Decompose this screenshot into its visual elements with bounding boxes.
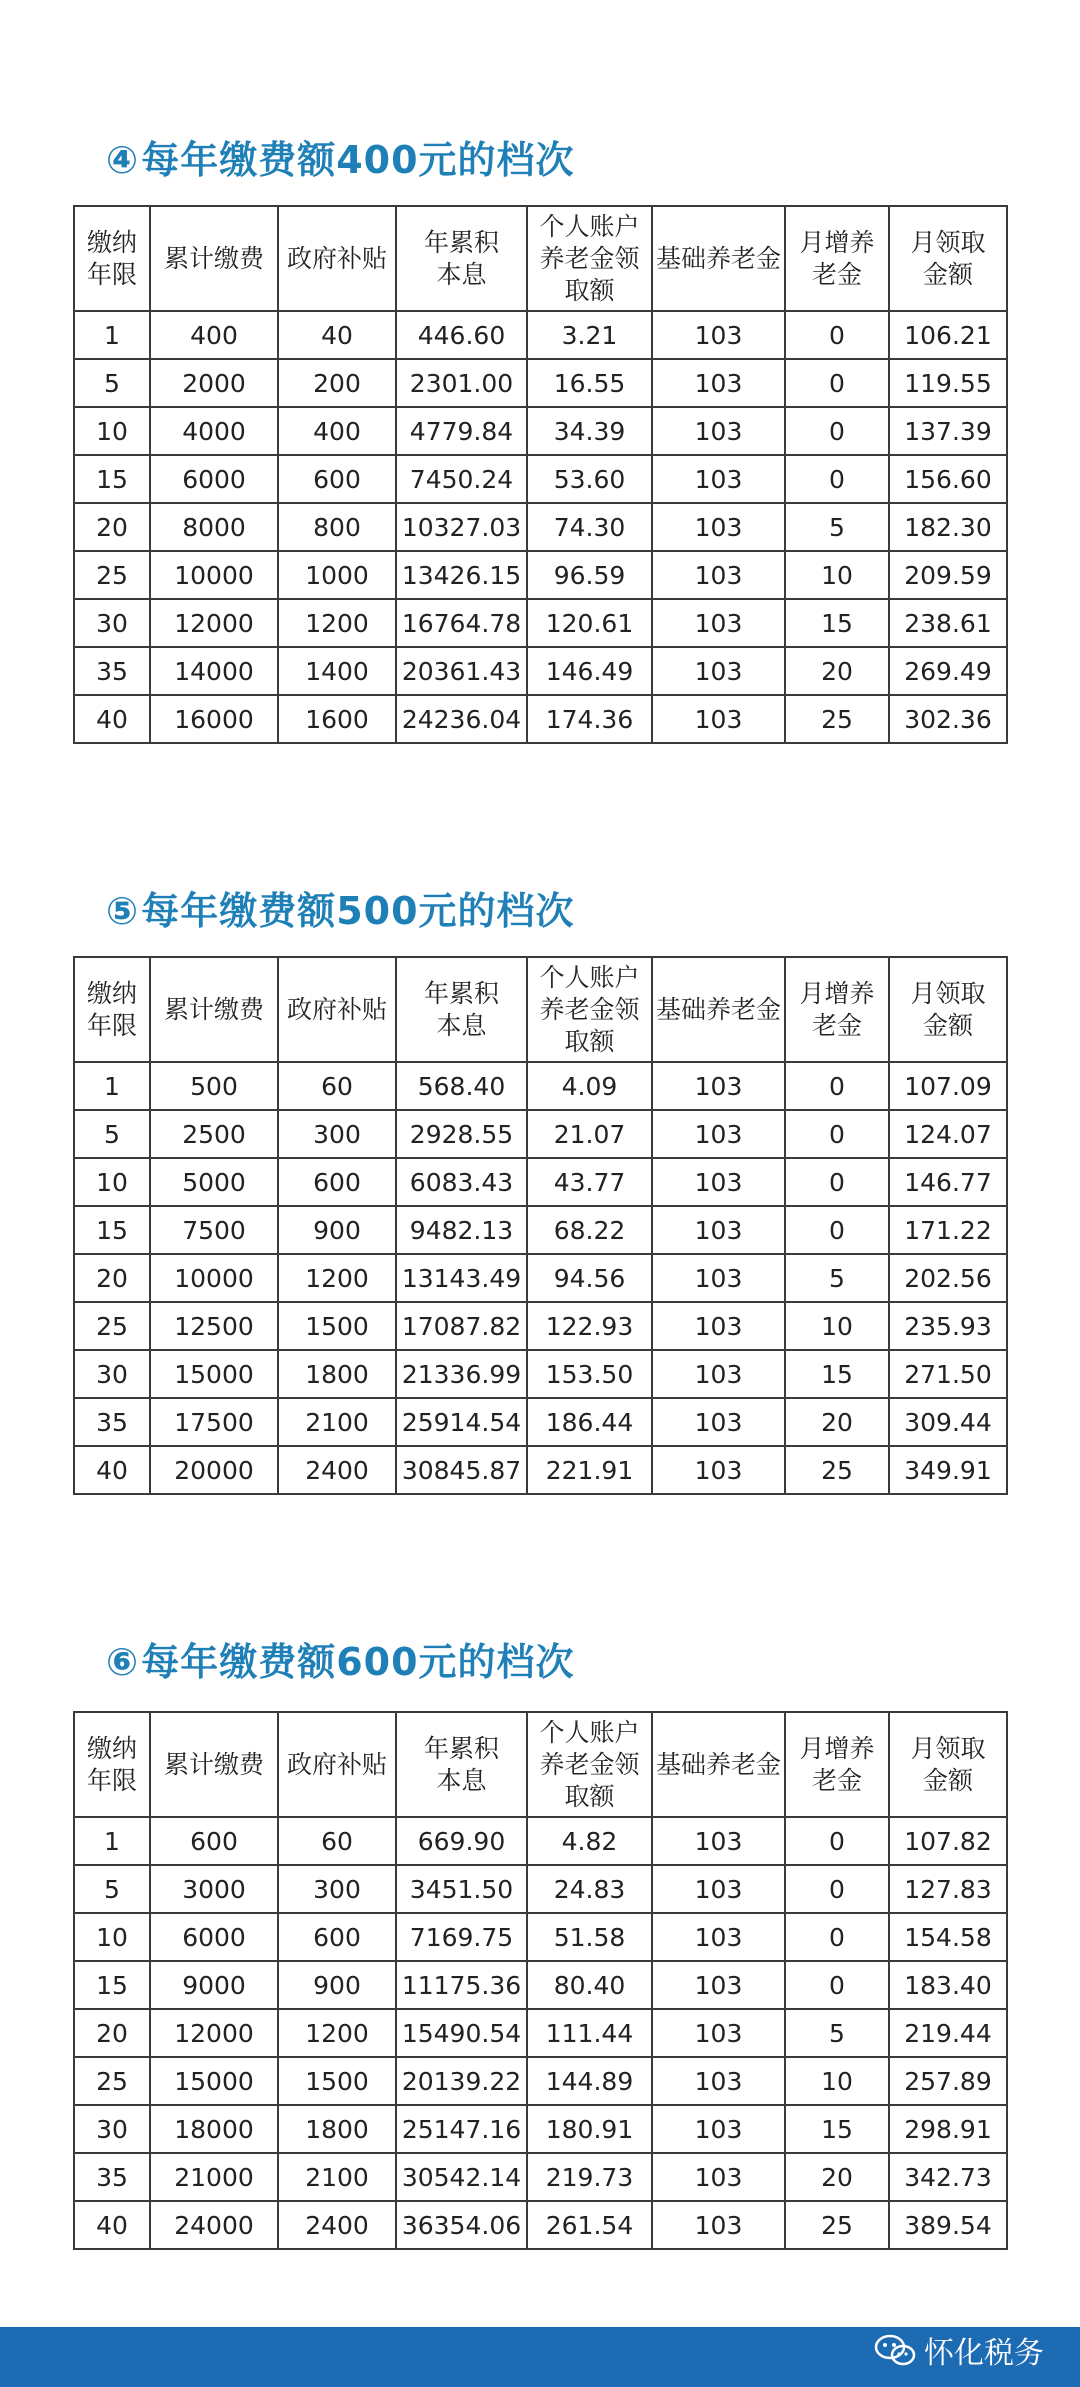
table-cell: 25 xyxy=(785,1446,889,1494)
table-cell: 25 xyxy=(74,1302,150,1350)
table-cell: 103 xyxy=(652,1446,785,1494)
table-cell: 103 xyxy=(652,503,785,551)
table-row xyxy=(74,1110,1007,1158)
table-cell: 9000 xyxy=(150,1961,278,2009)
table-cell: 15000 xyxy=(150,1350,278,1398)
table-cell: 600 xyxy=(150,1817,278,1865)
table-cell: 10 xyxy=(74,1913,150,1961)
table-cell: 35 xyxy=(74,1398,150,1446)
table-cell: 800 xyxy=(278,503,396,551)
table-cell: 0 xyxy=(785,455,889,503)
table-cell: 15000 xyxy=(150,2057,278,2105)
table-cell: 103 xyxy=(652,1350,785,1398)
table-cell: 36354.06 xyxy=(396,2201,527,2249)
section-title xyxy=(106,1632,575,1692)
table-cell: 153.50 xyxy=(527,1350,652,1398)
table-cell: 103 xyxy=(652,2105,785,2153)
table-cell: 103 xyxy=(652,1817,785,1865)
table-cell: 171.22 xyxy=(889,1206,1007,1254)
table-cell: 182.30 xyxy=(889,503,1007,551)
table-cell: 53.60 xyxy=(527,455,652,503)
table-cell: 137.39 xyxy=(889,407,1007,455)
table-cell: 298.91 xyxy=(889,2105,1007,2153)
table-cell: 146.77 xyxy=(889,1158,1007,1206)
table-cell: 0 xyxy=(785,1865,889,1913)
pension-table xyxy=(73,956,1008,1495)
table-cell: 17087.82 xyxy=(396,1302,527,1350)
table-cell: 10 xyxy=(785,2057,889,2105)
table-cell: 2500 xyxy=(150,1110,278,1158)
table-cell: 20 xyxy=(74,2009,150,2057)
table-cell: 4.09 xyxy=(527,1062,652,1110)
table-cell: 40 xyxy=(74,2201,150,2249)
table-cell: 2400 xyxy=(278,1446,396,1494)
table-cell: 103 xyxy=(652,2057,785,2105)
column-header: 年累积 本息 xyxy=(396,957,527,1062)
table-row xyxy=(74,1446,1007,1494)
table-cell: 1200 xyxy=(278,599,396,647)
table-cell: 24.83 xyxy=(527,1865,652,1913)
table-cell: 5 xyxy=(785,2009,889,2057)
table-cell: 127.83 xyxy=(889,1865,1007,1913)
table-cell: 103 xyxy=(652,647,785,695)
table-cell: 80.40 xyxy=(527,1961,652,2009)
table-cell: 103 xyxy=(652,1158,785,1206)
table-cell: 103 xyxy=(652,2201,785,2249)
table-header-row xyxy=(74,957,1007,1062)
table-cell: 10 xyxy=(74,407,150,455)
column-header: 政府补贴 xyxy=(278,1712,396,1817)
table-cell: 389.54 xyxy=(889,2201,1007,2249)
table-cell: 25 xyxy=(785,695,889,743)
table-cell: 20 xyxy=(74,1254,150,1302)
table-row xyxy=(74,311,1007,359)
column-header: 月领取 金额 xyxy=(889,1712,1007,1817)
table-cell: 144.89 xyxy=(527,2057,652,2105)
table-cell: 15 xyxy=(785,2105,889,2153)
table-row xyxy=(74,455,1007,503)
table-cell: 261.54 xyxy=(527,2201,652,2249)
table-cell: 17500 xyxy=(150,1398,278,1446)
column-header: 月增养 老金 xyxy=(785,206,889,311)
table-cell: 4779.84 xyxy=(396,407,527,455)
column-header: 累计缴费 xyxy=(150,1712,278,1817)
table-cell: 21000 xyxy=(150,2153,278,2201)
table-cell: 3451.50 xyxy=(396,1865,527,1913)
table-cell: 5 xyxy=(74,1865,150,1913)
table-cell: 600 xyxy=(278,1158,396,1206)
table-cell: 500 xyxy=(150,1062,278,1110)
section-number: ⑤ xyxy=(106,889,140,933)
table-cell: 1 xyxy=(74,311,150,359)
table-cell: 0 xyxy=(785,1817,889,1865)
table-cell: 300 xyxy=(278,1865,396,1913)
table-cell: 103 xyxy=(652,1254,785,1302)
table-cell: 11175.36 xyxy=(396,1961,527,2009)
table-row xyxy=(74,407,1007,455)
table-cell: 25914.54 xyxy=(396,1398,527,1446)
table-row xyxy=(74,551,1007,599)
table-cell: 186.44 xyxy=(527,1398,652,1446)
table-cell: 1800 xyxy=(278,1350,396,1398)
table-cell: 8000 xyxy=(150,503,278,551)
table-row xyxy=(74,359,1007,407)
table-cell: 174.36 xyxy=(527,695,652,743)
table-cell: 6000 xyxy=(150,1913,278,1961)
table-cell: 900 xyxy=(278,1206,396,1254)
table-cell: 20000 xyxy=(150,1446,278,1494)
table-cell: 12000 xyxy=(150,2009,278,2057)
table-cell: 40 xyxy=(74,1446,150,1494)
column-header: 累计缴费 xyxy=(150,957,278,1062)
table-cell: 103 xyxy=(652,1062,785,1110)
table-cell: 1200 xyxy=(278,1254,396,1302)
section-number: ⑥ xyxy=(106,1640,140,1684)
table-cell: 342.73 xyxy=(889,2153,1007,2201)
table-cell: 15 xyxy=(74,455,150,503)
watermark xyxy=(874,2328,1044,2372)
table-cell: 124.07 xyxy=(889,1110,1007,1158)
section-title-text: 每年缴费额400元的档次 xyxy=(141,138,575,182)
table-cell: 30 xyxy=(74,2105,150,2153)
section-title xyxy=(106,881,575,941)
table-cell: 68.22 xyxy=(527,1206,652,1254)
table-cell: 1500 xyxy=(278,1302,396,1350)
table-row xyxy=(74,2201,1007,2249)
table-cell: 235.93 xyxy=(889,1302,1007,1350)
table-row xyxy=(74,503,1007,551)
table-cell: 30845.87 xyxy=(396,1446,527,1494)
table-cell: 568.40 xyxy=(396,1062,527,1110)
table-cell: 30542.14 xyxy=(396,2153,527,2201)
table-cell: 60 xyxy=(278,1817,396,1865)
column-header: 基础养老金 xyxy=(652,1712,785,1817)
table-cell: 2301.00 xyxy=(396,359,527,407)
table-row xyxy=(74,1961,1007,2009)
table-row xyxy=(74,1398,1007,1446)
table-cell: 21.07 xyxy=(527,1110,652,1158)
table-cell: 103 xyxy=(652,1865,785,1913)
table-cell: 221.91 xyxy=(527,1446,652,1494)
table-cell: 1 xyxy=(74,1817,150,1865)
table-cell: 35 xyxy=(74,647,150,695)
table-row xyxy=(74,2153,1007,2201)
table-row xyxy=(74,1254,1007,1302)
table-cell: 16000 xyxy=(150,695,278,743)
table-cell: 0 xyxy=(785,1913,889,1961)
table-cell: 400 xyxy=(278,407,396,455)
column-header: 政府补贴 xyxy=(278,206,396,311)
table-header-row xyxy=(74,1712,1007,1817)
table-cell: 200 xyxy=(278,359,396,407)
table-cell: 18000 xyxy=(150,2105,278,2153)
table-cell: 30 xyxy=(74,599,150,647)
table-cell: 103 xyxy=(652,599,785,647)
table-cell: 257.89 xyxy=(889,2057,1007,2105)
table-cell: 20 xyxy=(785,647,889,695)
table-cell: 1500 xyxy=(278,2057,396,2105)
table-cell: 14000 xyxy=(150,647,278,695)
column-header: 基础养老金 xyxy=(652,957,785,1062)
table-cell: 103 xyxy=(652,551,785,599)
table-cell: 0 xyxy=(785,1206,889,1254)
table-cell: 15 xyxy=(785,599,889,647)
table-cell: 156.60 xyxy=(889,455,1007,503)
table-body xyxy=(74,1062,1007,1494)
table-row xyxy=(74,647,1007,695)
table-cell: 1400 xyxy=(278,647,396,695)
table-cell: 900 xyxy=(278,1961,396,2009)
pension-table xyxy=(73,1711,1008,2250)
table-row xyxy=(74,1062,1007,1110)
column-header: 累计缴费 xyxy=(150,206,278,311)
column-header: 年累积 本息 xyxy=(396,206,527,311)
wechat-icon xyxy=(874,2333,916,2367)
section-title xyxy=(106,130,575,190)
table-cell: 16764.78 xyxy=(396,599,527,647)
table-cell: 20139.22 xyxy=(396,2057,527,2105)
table-cell: 103 xyxy=(652,455,785,503)
table-cell: 7169.75 xyxy=(396,1913,527,1961)
table-cell: 300 xyxy=(278,1110,396,1158)
table-cell: 103 xyxy=(652,2009,785,2057)
table-cell: 16.55 xyxy=(527,359,652,407)
table-cell: 5 xyxy=(74,359,150,407)
table-cell: 269.49 xyxy=(889,647,1007,695)
table-cell: 15 xyxy=(785,1350,889,1398)
table-body xyxy=(74,1817,1007,2249)
table-cell: 4000 xyxy=(150,407,278,455)
table-cell: 24000 xyxy=(150,2201,278,2249)
table-cell: 5 xyxy=(785,1254,889,1302)
table-cell: 94.56 xyxy=(527,1254,652,1302)
table-cell: 24236.04 xyxy=(396,695,527,743)
table-cell: 6000 xyxy=(150,455,278,503)
table-cell: 238.61 xyxy=(889,599,1007,647)
table-cell: 13426.15 xyxy=(396,551,527,599)
table-cell: 219.73 xyxy=(527,2153,652,2201)
table-cell: 25 xyxy=(785,2201,889,2249)
table-cell: 7450.24 xyxy=(396,455,527,503)
table-cell: 51.58 xyxy=(527,1913,652,1961)
table-cell: 5 xyxy=(785,503,889,551)
section-number: ④ xyxy=(106,138,140,182)
table-cell: 119.55 xyxy=(889,359,1007,407)
table-cell: 103 xyxy=(652,1961,785,2009)
table-cell: 0 xyxy=(785,407,889,455)
column-header: 个人账户 养老金领 取额 xyxy=(527,206,652,311)
table-cell: 21336.99 xyxy=(396,1350,527,1398)
table-cell: 0 xyxy=(785,1062,889,1110)
table-cell: 103 xyxy=(652,407,785,455)
table-cell: 96.59 xyxy=(527,551,652,599)
table-cell: 271.50 xyxy=(889,1350,1007,1398)
column-header: 政府补贴 xyxy=(278,957,396,1062)
table-cell: 103 xyxy=(652,1206,785,1254)
table-cell: 3.21 xyxy=(527,311,652,359)
table-cell: 0 xyxy=(785,359,889,407)
table-cell: 0 xyxy=(785,1961,889,2009)
table-cell: 12500 xyxy=(150,1302,278,1350)
table-row xyxy=(74,1206,1007,1254)
table-cell: 34.39 xyxy=(527,407,652,455)
table-cell: 20 xyxy=(74,503,150,551)
table-row xyxy=(74,2009,1007,2057)
table-cell: 6083.43 xyxy=(396,1158,527,1206)
table-cell: 219.44 xyxy=(889,2009,1007,2057)
table-cell: 106.21 xyxy=(889,311,1007,359)
table-cell: 2400 xyxy=(278,2201,396,2249)
table-cell: 2100 xyxy=(278,1398,396,1446)
table-cell: 2100 xyxy=(278,2153,396,2201)
pension-table xyxy=(73,205,1008,744)
table-cell: 10 xyxy=(785,551,889,599)
column-header: 缴纳 年限 xyxy=(74,1712,150,1817)
table-cell: 103 xyxy=(652,695,785,743)
table-cell: 13143.49 xyxy=(396,1254,527,1302)
table-cell: 15 xyxy=(74,1206,150,1254)
table-cell: 15 xyxy=(74,1961,150,2009)
column-header: 个人账户 养老金领 取额 xyxy=(527,957,652,1062)
table-cell: 4.82 xyxy=(527,1817,652,1865)
table-cell: 302.36 xyxy=(889,695,1007,743)
table-cell: 103 xyxy=(652,1110,785,1158)
table-row xyxy=(74,2105,1007,2153)
table-cell: 446.60 xyxy=(396,311,527,359)
column-header: 月增养 老金 xyxy=(785,1712,889,1817)
table-cell: 202.56 xyxy=(889,1254,1007,1302)
table-cell: 12000 xyxy=(150,599,278,647)
table-row xyxy=(74,599,1007,647)
table-cell: 0 xyxy=(785,1110,889,1158)
table-cell: 2928.55 xyxy=(396,1110,527,1158)
table-cell: 1600 xyxy=(278,695,396,743)
table-cell: 309.44 xyxy=(889,1398,1007,1446)
section-title-text: 每年缴费额500元的档次 xyxy=(141,889,575,933)
table-cell: 40 xyxy=(278,311,396,359)
table-cell: 35 xyxy=(74,2153,150,2201)
table-cell: 25 xyxy=(74,2057,150,2105)
table-cell: 107.82 xyxy=(889,1817,1007,1865)
column-header: 基础养老金 xyxy=(652,206,785,311)
table-cell: 1 xyxy=(74,1062,150,1110)
table-cell: 103 xyxy=(652,1398,785,1446)
column-header: 个人账户 养老金领 取额 xyxy=(527,1712,652,1817)
table-cell: 120.61 xyxy=(527,599,652,647)
table-cell: 600 xyxy=(278,455,396,503)
table-cell: 103 xyxy=(652,311,785,359)
table-cell: 103 xyxy=(652,359,785,407)
table-cell: 10 xyxy=(785,1302,889,1350)
table-row xyxy=(74,1158,1007,1206)
section-title-text: 每年缴费额600元的档次 xyxy=(141,1640,575,1684)
column-header: 缴纳 年限 xyxy=(74,206,150,311)
table-row xyxy=(74,1302,1007,1350)
table-cell: 20 xyxy=(785,2153,889,2201)
watermark-brand: 怀化税务 xyxy=(924,2336,1044,2371)
table-cell: 10000 xyxy=(150,551,278,599)
table-cell: 146.49 xyxy=(527,647,652,695)
table-cell: 7500 xyxy=(150,1206,278,1254)
table-row xyxy=(74,1865,1007,1913)
column-header: 缴纳 年限 xyxy=(74,957,150,1062)
table-cell: 1000 xyxy=(278,551,396,599)
table-cell: 40 xyxy=(74,695,150,743)
table-cell: 60 xyxy=(278,1062,396,1110)
table-row xyxy=(74,695,1007,743)
table-cell: 111.44 xyxy=(527,2009,652,2057)
table-cell: 180.91 xyxy=(527,2105,652,2153)
table-cell: 103 xyxy=(652,2153,785,2201)
table-header-row xyxy=(74,206,1007,311)
table-cell: 600 xyxy=(278,1913,396,1961)
table-cell: 154.58 xyxy=(889,1913,1007,1961)
table-cell: 122.93 xyxy=(527,1302,652,1350)
table-cell: 20 xyxy=(785,1398,889,1446)
table-cell: 30 xyxy=(74,1350,150,1398)
table-cell: 0 xyxy=(785,311,889,359)
table-cell: 9482.13 xyxy=(396,1206,527,1254)
table-row xyxy=(74,1817,1007,1865)
table-cell: 2000 xyxy=(150,359,278,407)
table-row xyxy=(74,1350,1007,1398)
table-cell: 0 xyxy=(785,1158,889,1206)
table-cell: 1800 xyxy=(278,2105,396,2153)
table-cell: 349.91 xyxy=(889,1446,1007,1494)
table-row xyxy=(74,1913,1007,1961)
table-cell: 20361.43 xyxy=(396,647,527,695)
table-cell: 25 xyxy=(74,551,150,599)
table-cell: 3000 xyxy=(150,1865,278,1913)
table-cell: 10327.03 xyxy=(396,503,527,551)
table-cell: 15490.54 xyxy=(396,2009,527,2057)
table-cell: 107.09 xyxy=(889,1062,1007,1110)
table-cell: 10 xyxy=(74,1158,150,1206)
table-cell: 10000 xyxy=(150,1254,278,1302)
table-cell: 5000 xyxy=(150,1158,278,1206)
column-header: 月增养 老金 xyxy=(785,957,889,1062)
column-header: 年累积 本息 xyxy=(396,1712,527,1817)
column-header: 月领取 金额 xyxy=(889,957,1007,1062)
table-cell: 103 xyxy=(652,1913,785,1961)
column-header: 月领取 金额 xyxy=(889,206,1007,311)
table-cell: 25147.16 xyxy=(396,2105,527,2153)
table-cell: 103 xyxy=(652,1302,785,1350)
table-body xyxy=(74,311,1007,743)
table-cell: 43.77 xyxy=(527,1158,652,1206)
table-cell: 209.59 xyxy=(889,551,1007,599)
table-cell: 669.90 xyxy=(396,1817,527,1865)
table-cell: 74.30 xyxy=(527,503,652,551)
table-cell: 5 xyxy=(74,1110,150,1158)
table-row xyxy=(74,2057,1007,2105)
table-cell: 1200 xyxy=(278,2009,396,2057)
table-cell: 183.40 xyxy=(889,1961,1007,2009)
table-cell: 400 xyxy=(150,311,278,359)
